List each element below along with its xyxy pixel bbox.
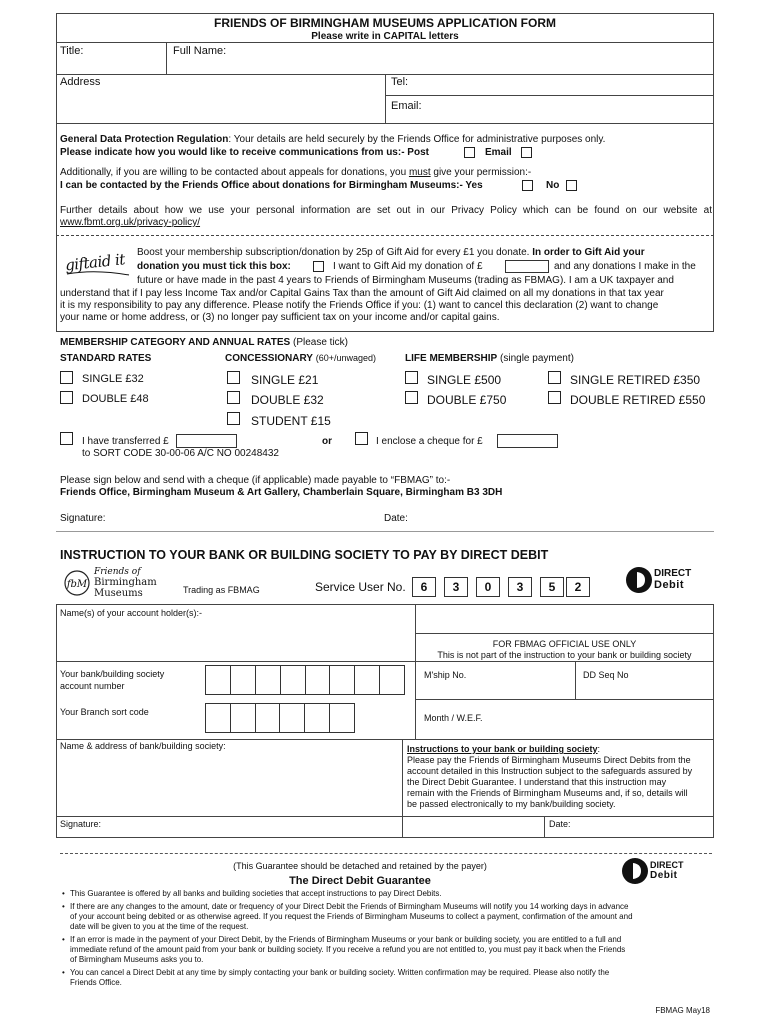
post-checkbox[interactable] <box>464 147 475 158</box>
account-number-label-1: Your bank/building society <box>60 669 165 679</box>
service-user-digit: 0 <box>476 577 500 597</box>
sort-code-text: to SORT CODE 30-00-06 A/C NO 00248432 <box>82 448 279 459</box>
no-option-label: No <box>546 180 560 191</box>
detach-note: (This Guarantee should be detached and retained by the payer) <box>233 861 487 871</box>
fbm-logo-mark <box>64 570 90 596</box>
membership-heading: MEMBERSHIP CATEGORY AND ANNUAL RATES (Please tick) <box>60 337 348 348</box>
dd-date-field[interactable] <box>578 818 710 836</box>
address-field[interactable] <box>57 90 384 122</box>
mship-label: M'ship No. <box>424 670 467 680</box>
tel-label: Tel: <box>391 76 409 88</box>
donation-contact-line: I can be contacted by the Friends Office about donations for Birmingham Museums:- Yes <box>60 180 483 191</box>
privacy-policy-link[interactable]: www.fbmt.org.uk/privacy-policy/ <box>60 217 201 228</box>
standard-double-label: DOUBLE £48 <box>82 393 149 405</box>
concessionary-double-checkbox[interactable] <box>227 391 240 404</box>
no-checkbox[interactable] <box>566 180 577 191</box>
transfer-checkbox[interactable] <box>60 432 73 445</box>
guarantee-bullet: • If an error is made in the payment of your Direct Debit, by the Friends of Birmingham Museums or your bank or building society, you are entitled to a full and immediate refund of the amount paid from your bank or building society. If you receive a refund you are not entitled to, you must pay it back when the Friends of Birmingham Museums asks you to. <box>62 935 626 964</box>
direct-debit-logo-mark <box>626 566 652 594</box>
instruction-line: the Direct Debit Guarantee. I understand that this instruction may <box>407 777 667 787</box>
form-title: FRIENDS OF BIRMINGHAM MUSEUMS APPLICATION FORM <box>214 16 556 30</box>
full-name-field[interactable] <box>167 58 713 73</box>
life-membership-heading: LIFE MEMBERSHIP (single payment) <box>405 353 574 364</box>
standard-rates-heading: STANDARD RATES <box>60 353 152 364</box>
guarantee-title: The Direct Debit Guarantee <box>289 875 431 887</box>
official-use-note: This is not part of the instruction to your bank or building society <box>437 650 692 660</box>
guarantee-bullets <box>62 889 712 988</box>
concessionary-single-checkbox[interactable] <box>227 371 240 384</box>
month-wef-label: Month / W.E.F. <box>424 713 483 723</box>
service-user-label: Service User No. <box>315 580 406 594</box>
address-label: Address <box>60 76 101 88</box>
friends-office-address: Friends Office, Birmingham Museum & Art Gallery, Chamberlain Square, Birmingham B3 3DH <box>60 487 503 498</box>
privacy-policy-text: Further details about how we use your personal information are set out in our Privacy Policy which can be found on our website at <box>60 205 712 216</box>
concessionary-double-label: DOUBLE £32 <box>251 393 324 407</box>
standard-double-checkbox[interactable] <box>60 391 73 404</box>
instruction-line: remain with the Friends of Birmingham Museums and, if so, details will <box>407 788 688 798</box>
standard-single-label: SINGLE £32 <box>82 373 144 385</box>
instruction-line: Please pay the Friends of Birmingham Museums Direct Debits from the <box>407 755 691 765</box>
guarantee-dd-logo: DIRECT Debit <box>622 857 702 887</box>
service-user-digit: 3 <box>444 577 468 597</box>
account-holders-label: Name(s) of your account holder(s):- <box>60 608 203 618</box>
full-name-label: Full Name: <box>173 45 227 57</box>
double-retired-label: DOUBLE RETIRED £550 <box>570 393 706 407</box>
detach-line <box>60 853 712 854</box>
gdpr-line-1: General Data Protection Regulation: Your details are held securely by the Friends Office for administrative purposes only. <box>60 134 606 145</box>
instruction-line: account detailed in this Instruction subject to the safeguards assured by <box>407 766 693 776</box>
transfer-amount-field[interactable] <box>176 434 237 448</box>
form-subtitle: Please write in CAPITAL letters <box>311 31 459 42</box>
life-single-label: SINGLE £500 <box>427 373 502 387</box>
sort-code-field[interactable] <box>205 703 355 733</box>
gift-aid-line-5: it is my responsibility to pay any difference. Please notify the Friends Office if you: (1) want to cancel this declaration (2) want to change <box>60 300 659 311</box>
direct-debit-logo: DIRECT Debit <box>626 566 706 596</box>
gift-aid-line-1: Boost your membership subscription/donation by 25p of Gift Aid for every £1 you donate. In order to Gift Aid your <box>137 247 645 258</box>
concessionary-student-label: STUDENT £15 <box>251 414 331 428</box>
bank-address-label: Name & address of bank/building society: <box>60 741 226 751</box>
bank-address-field[interactable] <box>57 753 397 813</box>
cheque-checkbox[interactable] <box>355 432 368 445</box>
double-retired-checkbox[interactable] <box>548 391 561 404</box>
standard-single-checkbox[interactable] <box>60 371 73 384</box>
gift-aid-line-3: future or have made in the past 4 years to Friends of Birmingham Museums (trading as FBMAG). I am a UK taxpayer and <box>137 275 674 286</box>
guarantee-dd-logo-mark <box>622 857 648 885</box>
yes-checkbox[interactable] <box>522 180 533 191</box>
concessionary-heading: CONCESSIONARY (60+/unwaged) <box>225 353 377 364</box>
cheque-amount-field[interactable] <box>497 434 558 448</box>
gdpr-line-2: Please indicate how you would like to receive communications from us:- Post <box>60 147 429 158</box>
account-number-field[interactable] <box>205 665 405 695</box>
account-number-label-2: account number <box>60 681 125 691</box>
title-label: Title: <box>60 45 84 57</box>
sort-code-label: Your Branch sort code <box>60 707 149 717</box>
cheque-label: I enclose a cheque for £ <box>376 436 483 447</box>
membership-date-label: Date: <box>384 513 408 524</box>
service-user-digit: 3 <box>508 577 532 597</box>
membership-date-field[interactable] <box>412 510 702 526</box>
form-reference: FBMAG May18 <box>655 1006 710 1015</box>
guarantee-bullet: • This Guarantee is offered by all banks and building societies that accept instructions to pay Direct Debits. <box>62 889 442 898</box>
email-field[interactable] <box>425 99 710 115</box>
or-label: or <box>322 436 332 447</box>
gift-aid-amount-field[interactable] <box>505 260 549 273</box>
send-instructions: Please sign below and send with a cheque (if applicable) made payable to “FBMAG” to:- <box>60 475 451 486</box>
transfer-label: I have transferred £ <box>82 436 169 447</box>
instructions-block: Instructions to your bank or building society: Please pay the Friends of Birmingham Museums Direct Debits from the account detailed in this Instruction subject to the safeguards assured by the Direct Debit Guarantee. I understand that this instruction may remain with the Friends of Birmingham Museums and, if so, details will be passed electronically to my bank/building society. <box>407 744 712 810</box>
instruction-line: be passed electronically to my bank/building society. <box>407 799 616 809</box>
email-option-label: Email <box>485 147 512 158</box>
email-label: Email: <box>391 100 422 112</box>
donation-permission-line: Additionally, if you are willing to be contacted about appeals for donations, you must give your permission:- <box>60 167 532 178</box>
official-use-heading: FOR FBMAG OFFICIAL USE ONLY <box>492 639 637 649</box>
life-double-label: DOUBLE £750 <box>427 393 507 407</box>
gift-aid-checkbox[interactable] <box>313 261 324 272</box>
membership-signature-label: Signature: <box>60 513 106 524</box>
gift-aid-logo: giftaid it <box>65 252 131 278</box>
life-double-checkbox[interactable] <box>405 391 418 404</box>
gift-aid-line-6: your name or home address, or (3) no longer pay sufficient tax on your income and/or capital gains. <box>60 312 500 323</box>
email-checkbox[interactable] <box>521 147 532 158</box>
service-user-digit: 5 <box>540 577 564 597</box>
gift-aid-line-2a: donation you must tick this box: <box>137 261 291 272</box>
guarantee-bullet: • You can cancel a Direct Debit at any time by simply contacting your bank or building society. Written confirmation may be required. Please also notify the Friends Office. <box>62 968 610 987</box>
trading-as: Trading as FBMAG <box>183 585 260 595</box>
dd-date-label: Date: <box>549 819 571 829</box>
direct-debit-heading: INSTRUCTION TO YOUR BANK OR BUILDING SOCIETY TO PAY BY DIRECT DEBIT <box>60 548 549 562</box>
title-field[interactable] <box>57 58 165 73</box>
fbm-logo: fbM Friends of Birmingham Museums <box>64 567 174 601</box>
membership-signature-field[interactable] <box>112 510 372 526</box>
gift-aid-line-2c: and any donations I make in the <box>554 261 696 272</box>
account-holders-field[interactable] <box>57 620 413 660</box>
dd-seq-label: DD Seq No <box>583 670 629 680</box>
dd-signature-field[interactable] <box>110 818 540 836</box>
single-retired-checkbox[interactable] <box>548 371 561 384</box>
single-retired-label: SINGLE RETIRED £350 <box>570 373 701 387</box>
svg-text:fbM: fbM <box>66 579 88 590</box>
concessionary-single-label: SINGLE £21 <box>251 373 319 387</box>
tel-field[interactable] <box>420 76 710 92</box>
dd-signature-label: Signature: <box>60 819 102 829</box>
gift-aid-line-4: understand that if I pay less Income Tax and/or Capital Gains Tax than the amount of Gift Aid claimed on all my donations in that tax year <box>60 288 664 299</box>
life-single-checkbox[interactable] <box>405 371 418 384</box>
service-user-digit: 6 <box>412 577 436 597</box>
guarantee-bullet: • If there are any changes to the amount, date or frequency of your Direct Debit the Friends of Birmingham Museums will notify you 14 working days in advance of your account being debited or as otherwise agreed. If you request the Friends of Birmingham Museums to collect a payment, confirmation of the amount and date will be given to you at the time of the request. <box>62 902 633 931</box>
service-user-digit: 2 <box>566 577 590 597</box>
concessionary-student-checkbox[interactable] <box>227 412 240 425</box>
gift-aid-line-2b: I want to Gift Aid my donation of £ <box>333 261 483 272</box>
